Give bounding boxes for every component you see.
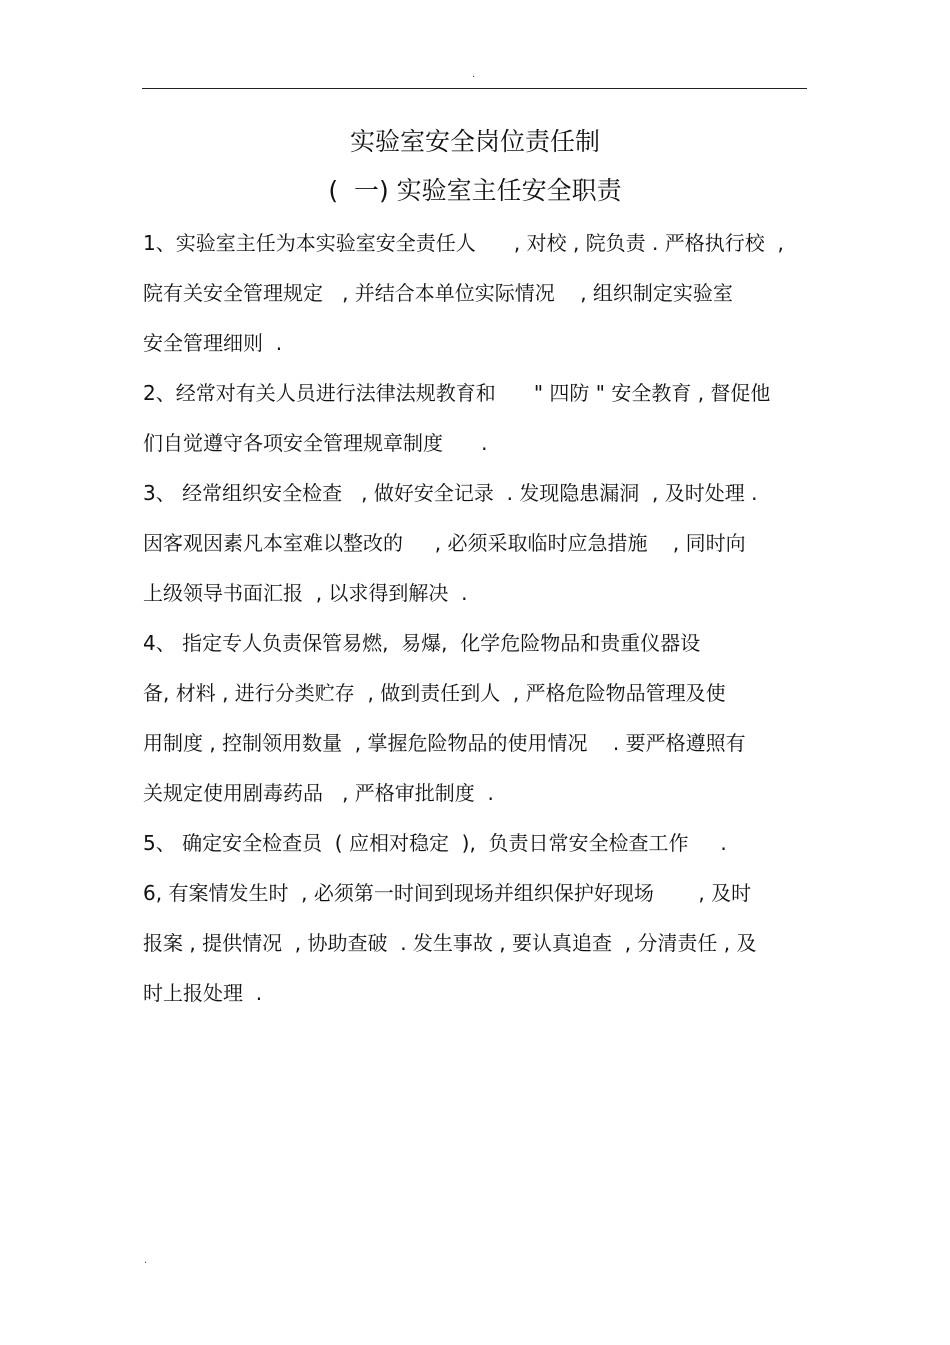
- body-text: [143, 227, 823, 1027]
- text-line: 5、 确定安全检查员 ( 应相对稳定 ), 负责日常安全检查工作 .: [143, 831, 727, 855]
- text-line: 们自觉遵守各项安全管理规章制度 .: [143, 431, 488, 455]
- header-rule: [142, 88, 807, 89]
- footer-dot: .: [144, 1255, 148, 1266]
- text-line: 因客观因素凡本室难以整改的 , 必须采取临时应急措施 , 同时向: [143, 531, 746, 555]
- text-line: 3、 经常组织安全检查 , 做好安全记录 . 发现隐患漏洞 , 及时处理 .: [143, 481, 758, 505]
- text-line: 院有关安全管理规定 , 并结合本单位实际情况 , 组织制定实验室: [143, 281, 733, 305]
- text-line: 关规定使用剧毒药品 , 严格审批制度 .: [143, 781, 494, 805]
- text-line: 用制度 , 控制领用数量 , 掌握危险物品的使用情况 . 要严格遵照有: [143, 731, 746, 755]
- text-line: 安全管理细则 .: [143, 331, 283, 355]
- text-line: 上级领导书面汇报 , 以求得到解决 .: [143, 581, 468, 605]
- header-dot: .: [472, 69, 476, 80]
- text-line: 2、经常对有关人员进行法律法规教育和 " 四防 " 安全教育 , 督促他: [143, 381, 771, 405]
- text-line: 报案 , 提供情况 , 协助查破 . 发生事故 , 要认真追查 , 分清责任 , 及: [143, 931, 757, 955]
- text-line: 4、 指定专人负责保管易燃, 易爆, 化学危险物品和贵重仪器设: [143, 631, 701, 655]
- document-title: 实验室安全岗位责任制: [349, 127, 600, 156]
- text-line: 6, 有案情发生时 , 必须第一时间到现场并组织保护好现场 , 及时: [143, 881, 752, 905]
- section-title: ( 一) 实验室主任安全职责: [328, 176, 622, 205]
- text-line: 1、实验室主任为本实验室安全责任人 , 对校 , 院负责 . 严格执行校 ,: [143, 231, 784, 255]
- text-line: 时上报处理 .: [143, 981, 263, 1005]
- text-line: 备, 材料 , 进行分类贮存 , 做到责任到人 , 严格危险物品管理及使: [143, 681, 726, 705]
